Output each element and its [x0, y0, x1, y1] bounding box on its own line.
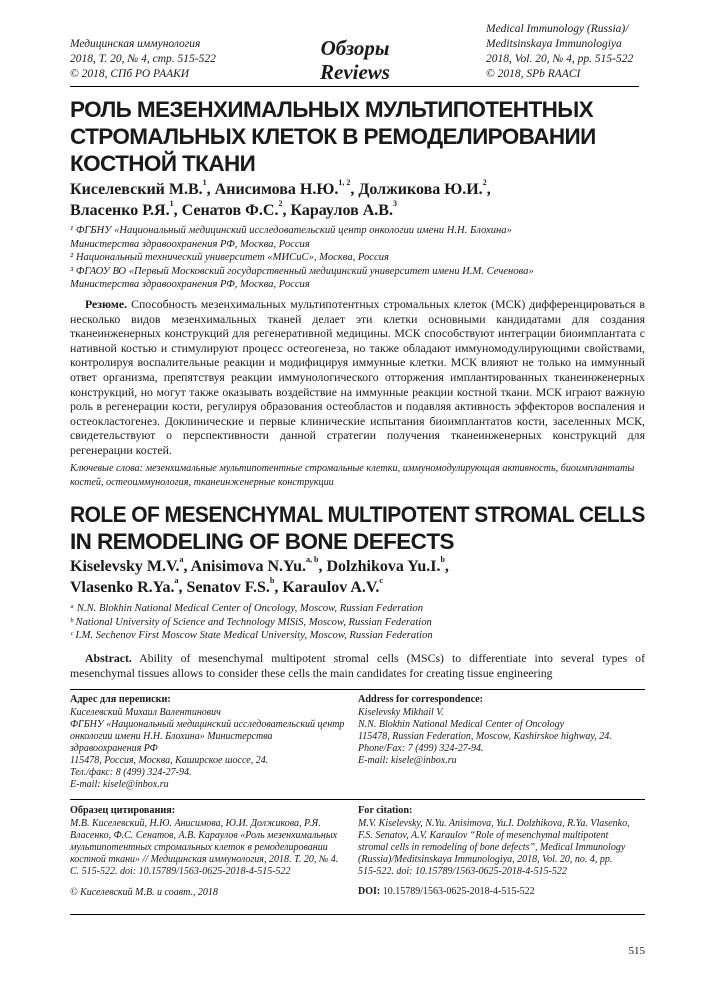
affiliation-line: ᵃ N.N. Blokhin National Medical Center of Oncology, Moscow, Russian Federation — [70, 603, 423, 614]
header-en-line: Medical Immunology (Russia)/ — [486, 23, 629, 35]
correspondence-en-line: 115478, Russian Federation, Moscow, Kashirskoe highway, 24. — [358, 731, 612, 742]
authors-en-line-1: Kiselevsky M.V.$^a$, Anisimova N.Yu.$^{a, b}$, Dolzhikova Yu.I.$^b$, — [70, 555, 449, 575]
authors-ru-line-1: Киселевский М.В.$^1$, Анисимова Н.Ю.$^{1, 2}$, Должикова Ю.И.$^2$, — [70, 178, 491, 198]
authors-ru-line-2: Власенко Р.Я.$^1$, Сенатов Ф.С.$^2$, Караулов А.В.$^3$ — [70, 199, 397, 219]
authors-en-line-2: Vlasenko R.Ya.$^a$, Senatov F.S.$^b$, Karaulov A.V.$^c$ — [70, 576, 383, 596]
citation-en-text: M.V. Kiselevsky, N.Yu. Anisimova, Yu.I. Dolzhikova, R.Ya. Vlasenko, F.S. Senatov, A.V. Karaulov “Role of mesenchymal multipotent stromal cells in remodeling of bone defects”, Medical Immunology (Russia)/Meditsinskaya Immunologiya, 2018, Vol. 20, no. 4, pp. 515-522. doi: 10.15789/1563-0625-2018-4-515-522 — [358, 818, 630, 877]
affiliation-line: ᶜ I.M. Sechenov First Moscow State Medical University, Moscow, Russian Federation — [70, 630, 433, 641]
journal-header-en — [486, 22, 666, 82]
section-label-ru: Обзоры — [320, 36, 390, 60]
correspondence-en-line: E-mail: kisele@inbox.ru — [358, 755, 457, 766]
affiliations-ru — [70, 224, 645, 292]
citation-en-label: For citation: — [358, 805, 413, 816]
authors-en — [70, 556, 645, 598]
correspondence-ru-line: E-mail: kisele@inbox.ru — [70, 779, 169, 790]
affiliation-line: ᵇ National University of Science and Technology MISiS, Moscow, Russian Federation — [70, 616, 432, 628]
affiliation-line: ¹ ФГБНУ «Национальный медицинский исследовательский центр онкологии имени Н.Н. Блохина» — [70, 225, 512, 236]
footnote-divider — [70, 689, 645, 690]
correspondence-ru-line: ФГБНУ «Национальный медицинский исследовательский центр онкологии имени Н.Н. Блохина» Министерства здравоохранения РФ — [70, 719, 345, 754]
bottom-divider — [70, 914, 645, 915]
abstract-en-text: Ability of mesenchymal multipotent stromal cells (MSCs) to differentiate into several types of mesenchymal tissues allows to consider these cells the main candidates for creating tissue engineering — [70, 651, 645, 680]
citation-ru-text: М.В. Киселевский, Н.Ю. Анисимова, Ю.И. Должикова, Р.Я. Власенко, Ф.С. Сенатов, А.В. Караулов «Роль мезенхимальных мультипотентных стромальных клеток в ремоделировании костной ткани» // Медицинская иммунология, 2018. Т. 20, № 4. С. 515-522. doi: 10.15789/1563-0625-2018-4-515-522 — [70, 818, 339, 877]
article-title-ru — [70, 96, 645, 177]
header-en-line: 2018, Vol. 20, № 4, pp. 515-522 — [486, 53, 634, 65]
title-ru-line: РОЛЬ МЕЗЕНХИМАЛЬНЫХ МУЛЬТИПОТЕНТНЫХ — [70, 97, 594, 122]
title-ru-line: СТРОМАЛЬНЫХ КЛЕТОК В РЕМОДЕЛИРОВАНИИ — [70, 124, 596, 149]
abstract-en-label: Abstract. — [85, 651, 132, 665]
correspondence-en-line: Phone/Fax: 7 (499) 324-27-94. — [358, 743, 484, 754]
affiliation-line: Министерства здравоохранения РФ, Москва, Россия — [70, 279, 310, 290]
article-title-en — [70, 501, 645, 555]
correspondence-ru-line: Тел./факс: 8 (499) 324-27-94. — [70, 767, 192, 778]
correspondence-ru-line: 115478, Россия, Москва, Каширское шоссе, 24. — [70, 755, 269, 766]
header-en-line: Meditsinskaya Immunologiya — [486, 38, 622, 50]
header-ru-line: © 2018, СПб РО РААКИ — [70, 68, 190, 80]
abstract-ru-label: Резюме. — [85, 297, 128, 311]
citation-ru-label: Образец цитирования: — [70, 805, 176, 816]
affiliation-line: ² Национальный технический университет «МИСиС», Москва, Россия — [70, 252, 389, 263]
header-ru-line: Медицинская иммунология — [70, 38, 201, 50]
abstract-en — [70, 651, 645, 680]
authors-ru — [70, 179, 645, 221]
title-en-line: IN REMODELING OF BONE DEFECTS — [70, 529, 454, 554]
citation-divider — [70, 799, 645, 800]
header-ru-line: 2018, Т. 20, № 4, стр. 515-522 — [70, 53, 216, 65]
affiliations-en — [70, 602, 645, 643]
citation-en — [358, 805, 633, 898]
abstract-ru-text: Способность мезенхимальных мультипотентных стромальных клеток (МСК) дифференцироваться в несколько видов мезенхимальных тканей делает эти клетки основными кандидатами для создания тканеинженерных конструкций для регенеративной медицины. МСК способствуют интеграции биоимплантата с нативной костью и стимулируют процесс остеогенеза, но также обладают иммуномодулирующими свойствами, контролируя воспалительные реакции и модифицируя иммунные клетки. МСК влияют не только на иммунный ответ организма, препятствуя реакции иммунологического отторжения имплантированных тканеинженерных конструкций, но могут также оказывать воздействие на иммунные реакции костной ткани. МСК играют важную роль в регенерации кости, регулируя образования остеобластов и подавляя активность эффекторов воспаления и остеокластогенез. Доклинические и первые клинические испытания биоимплантатов кости, заселенных МСК, свидетельствуют о перспективности данной стратегии получения тканеинженерных конструкций для регенерации костей. — [70, 297, 645, 457]
header-divider — [70, 86, 639, 87]
affiliation-line: Министерства здравоохранения РФ, Москва, Россия — [70, 238, 310, 250]
section-label — [300, 36, 410, 84]
correspondence-en — [358, 694, 633, 767]
copyright-text: © Киселевский М.В. и соавт., 2018 — [70, 887, 218, 898]
keywords-ru: Ключевые слова: мезенхимальные мультипотентные стромальные клетки, иммуномодулирующая активность, биоимплантаты костей, остеоиммунология, тканеинженерные конструкции — [70, 463, 635, 488]
doi-line — [358, 886, 633, 898]
affiliation-line: ³ ФГАОУ ВО «Первый Московский государственный медицинский университет имени И.М. Сеченова» — [70, 265, 534, 277]
title-ru-line: КОСТНОЙ ТКАНИ — [70, 151, 256, 176]
section-label-en: Reviews — [320, 60, 390, 84]
header-en-line: © 2018, SPb RAACI — [486, 68, 581, 80]
citation-ru — [70, 805, 345, 899]
doi-value: 10.15789/1563-0625-2018-4-515-522 — [380, 886, 535, 897]
correspondence-en-line: N.N. Blokhin National Medical Center of Oncology — [358, 719, 565, 730]
correspondence-ru-label: Адрес для переписки: — [70, 694, 171, 705]
correspondence-ru-line: Киселевский Михаил Валентинович — [70, 707, 221, 718]
page-number: 515 — [628, 945, 645, 957]
correspondence-en-label: Address for correspondence: — [358, 694, 484, 705]
title-en-line: ROLE OF MESENCHYMAL MULTIPOTENT STROMAL CELLS — [70, 502, 645, 527]
doi-label: DOI: — [358, 886, 381, 897]
correspondence-ru — [70, 694, 345, 791]
correspondence-en-line: Kiselevsky Mikhail V. — [358, 707, 444, 718]
journal-header-ru — [70, 37, 270, 82]
abstract-ru — [70, 297, 645, 458]
